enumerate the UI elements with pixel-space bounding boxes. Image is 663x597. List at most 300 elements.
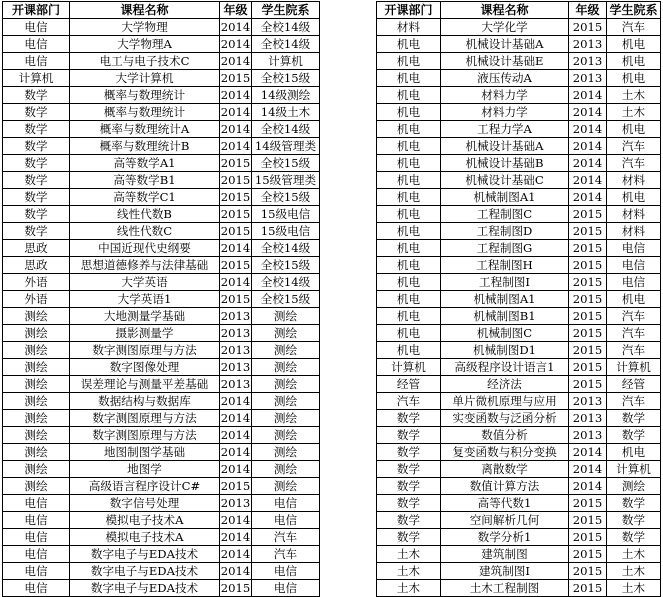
- cell-student-college: 测绘: [252, 308, 320, 325]
- cell-student-college: 汽车: [607, 393, 661, 410]
- table-row: [3, 376, 320, 393]
- table-row: [3, 563, 320, 580]
- cell-course-name: 建筑制图: [441, 546, 569, 563]
- cell-grade: 2013: [569, 70, 607, 87]
- cell-grade: 2015: [569, 546, 607, 563]
- cell-course-name: 概率与数理统计A: [70, 121, 220, 138]
- cell-student-college: 汽车: [252, 546, 320, 563]
- table-row: [377, 444, 661, 461]
- header-row: [377, 2, 661, 19]
- cell-grade: 2014: [569, 172, 607, 189]
- cell-student-college: 15级电信: [252, 223, 320, 240]
- cell-department: 电信: [3, 19, 70, 36]
- cell-grade: 2014: [569, 138, 607, 155]
- cell-department: 测绘: [3, 342, 70, 359]
- cell-department: 数学: [3, 87, 70, 104]
- cell-student-college: 测绘: [607, 478, 661, 495]
- header-grade: 年级: [569, 2, 607, 19]
- cell-department: 计算机: [377, 359, 441, 376]
- cell-student-college: 测绘: [252, 410, 320, 427]
- cell-student-college: 土木: [607, 546, 661, 563]
- cell-department: 电信: [3, 580, 70, 597]
- table-row: [377, 53, 661, 70]
- header-course-name: 课程名称: [70, 2, 220, 19]
- cell-student-college: 汽车: [607, 308, 661, 325]
- cell-course-name: 机械制图A1: [441, 189, 569, 206]
- cell-student-college: 全校15级: [252, 257, 320, 274]
- table-row: [3, 172, 320, 189]
- cell-course-name: 经济法: [441, 376, 569, 393]
- cell-course-name: 空间解析几何: [441, 512, 569, 529]
- cell-student-college: 材料: [607, 172, 661, 189]
- cell-course-name: 数字测图原理与方法: [70, 410, 220, 427]
- table-row: [3, 512, 320, 529]
- cell-course-name: 建筑制图I: [441, 563, 569, 580]
- cell-department: 测绘: [3, 393, 70, 410]
- cell-student-college: 测绘: [252, 393, 320, 410]
- header-course-name: 课程名称: [441, 2, 569, 19]
- cell-department: 计算机: [3, 70, 70, 87]
- cell-student-college: 电信: [607, 257, 661, 274]
- cell-grade: 2014: [220, 105, 251, 119]
- cell-student-college: 14级土木: [252, 104, 320, 121]
- cell-course-name: 工程制图C: [441, 206, 569, 223]
- left-course-table: [2, 1, 320, 597]
- cell-department: 测绘: [3, 359, 70, 376]
- cell-course-name: 大学物理A: [70, 36, 220, 53]
- table-row: [3, 308, 320, 325]
- cell-grade: 2014: [220, 411, 251, 425]
- cell-course-name: 大学英语1: [70, 291, 220, 308]
- table-row: [3, 121, 320, 138]
- cell-student-college: 数学: [607, 410, 661, 427]
- cell-grade: 2015: [569, 580, 607, 597]
- cell-course-name: 高级语言程序设计C#: [70, 478, 220, 495]
- header-row: [3, 2, 320, 19]
- cell-grade: 2013: [569, 410, 607, 427]
- cell-course-name: 机械设计基础A: [441, 36, 569, 53]
- cell-department: 数学: [3, 172, 70, 189]
- cell-student-college: 机电: [607, 53, 661, 70]
- cell-department: 测绘: [3, 410, 70, 427]
- cell-department: 数学: [3, 121, 70, 138]
- table-row: [377, 308, 661, 325]
- cell-department: 汽车: [377, 393, 441, 410]
- cell-course-name: 离散数学: [441, 461, 569, 478]
- cell-grade: 2015: [569, 376, 607, 393]
- cell-student-college: 机电: [607, 70, 661, 87]
- cell-department: 电信: [3, 529, 70, 546]
- cell-student-college: 机电: [607, 189, 661, 206]
- cell-course-name: 大学计算机: [70, 70, 220, 87]
- table-row: [3, 580, 320, 597]
- cell-department: 思政: [3, 257, 70, 274]
- table-row: [3, 104, 320, 121]
- cell-grade: 2013: [220, 343, 251, 357]
- cell-grade: 2013: [569, 393, 607, 410]
- cell-grade: 2015: [569, 19, 607, 36]
- cell-student-college: 汽车: [607, 138, 661, 155]
- cell-grade: 2014: [220, 20, 251, 34]
- table-row: [377, 376, 661, 393]
- cell-student-college: 测绘: [252, 478, 320, 495]
- header-grade: 年级: [220, 2, 252, 19]
- cell-course-name: 电工与电子技术C: [70, 53, 220, 70]
- table-row: [377, 19, 661, 36]
- cell-student-college: 汽车: [252, 529, 320, 546]
- cell-course-name: 高级程序设计语言1: [441, 359, 569, 376]
- table-row: [377, 427, 661, 444]
- table-row: [377, 393, 661, 410]
- cell-student-college: 汽车: [607, 19, 661, 36]
- cell-grade: 2015: [569, 308, 607, 325]
- cell-grade: 2015: [569, 223, 607, 240]
- cell-department: 机电: [377, 308, 441, 325]
- cell-department: 电信: [3, 512, 70, 529]
- table-row: [377, 206, 661, 223]
- cell-student-college: 全校15级: [252, 189, 320, 206]
- cell-course-name: 工程制图G: [441, 240, 569, 257]
- table-row: [3, 529, 320, 546]
- cell-department: 测绘: [3, 308, 70, 325]
- cell-student-college: 汽车: [607, 342, 661, 359]
- table-row: [3, 206, 320, 223]
- cell-grade: 2014: [569, 155, 607, 172]
- cell-course-name: 机械制图C: [441, 325, 569, 342]
- cell-department: 机电: [377, 53, 441, 70]
- right-table-body: [377, 19, 661, 597]
- cell-course-name: 思想道德修养与法律基础: [70, 257, 220, 274]
- table-row: [3, 138, 320, 155]
- cell-department: 数学: [377, 478, 441, 495]
- cell-department: 机电: [377, 223, 441, 240]
- cell-student-college: 电信: [252, 563, 320, 580]
- cell-grade: 2014: [220, 428, 251, 442]
- cell-department: 数学: [377, 444, 441, 461]
- cell-student-college: 全校14级: [252, 36, 320, 53]
- cell-department: 外语: [3, 291, 70, 308]
- cell-grade: 2015: [569, 325, 607, 342]
- cell-grade: 2014: [220, 530, 251, 544]
- cell-department: 电信: [3, 563, 70, 580]
- cell-course-name: 中国近现代史纲要: [70, 240, 220, 257]
- table-row: [377, 172, 661, 189]
- cell-department: 机电: [377, 121, 441, 138]
- cell-department: 机电: [377, 206, 441, 223]
- cell-department: 机电: [377, 274, 441, 291]
- cell-course-name: 机械设计基础C: [441, 172, 569, 189]
- cell-course-name: 大学英语: [70, 274, 220, 291]
- cell-course-name: 工程制图D: [441, 223, 569, 240]
- table-row: [377, 529, 661, 546]
- table-row: [3, 291, 320, 308]
- table-row: [377, 223, 661, 240]
- cell-department: 测绘: [3, 325, 70, 342]
- cell-course-name: 数学分析1: [441, 529, 569, 546]
- table-row: [377, 155, 661, 172]
- cell-department: 数学: [3, 155, 70, 172]
- cell-student-college: 全校14级: [252, 274, 320, 291]
- cell-course-name: 机械设计基础A: [441, 138, 569, 155]
- cell-student-college: 材料: [607, 223, 661, 240]
- cell-department: 思政: [3, 240, 70, 257]
- cell-grade: 2014: [569, 87, 607, 104]
- cell-department: 机电: [377, 155, 441, 172]
- right-course-table: [376, 1, 661, 597]
- cell-department: 数学: [377, 461, 441, 478]
- cell-grade: 2014: [220, 564, 251, 578]
- cell-department: 电信: [3, 546, 70, 563]
- cell-course-name: 大学物理: [70, 19, 220, 36]
- cell-course-name: 工程制图I: [441, 274, 569, 291]
- table-row: [377, 461, 661, 478]
- cell-department: 机电: [377, 325, 441, 342]
- cell-course-name: 数字信号处理: [70, 495, 220, 512]
- cell-student-college: 机电: [607, 36, 661, 53]
- cell-course-name: 高等数学C1: [70, 189, 220, 206]
- table-row: [377, 87, 661, 104]
- table-row: [3, 444, 320, 461]
- cell-course-name: 概率与数理统计: [70, 104, 220, 121]
- cell-department: 土木: [377, 563, 441, 580]
- table-row: [377, 70, 661, 87]
- table-row: [3, 461, 320, 478]
- cell-department: 测绘: [3, 427, 70, 444]
- table-row: [377, 274, 661, 291]
- cell-course-name: 大地测量学基础: [70, 308, 220, 325]
- cell-department: 机电: [377, 342, 441, 359]
- cell-student-college: 数学: [607, 512, 661, 529]
- cell-course-name: 材料力学: [441, 87, 569, 104]
- table-row: [3, 257, 320, 274]
- cell-course-name: 液压传动A: [441, 70, 569, 87]
- cell-student-college: 测绘: [252, 376, 320, 393]
- cell-student-college: 15级电信: [252, 206, 320, 223]
- cell-student-college: 数学: [607, 427, 661, 444]
- table-row: [377, 257, 661, 274]
- table-row: [3, 36, 320, 53]
- table-row: [3, 410, 320, 427]
- table-row: [3, 70, 320, 87]
- table-row: [3, 427, 320, 444]
- cell-student-college: 材料: [607, 206, 661, 223]
- table-row: [377, 240, 661, 257]
- cell-course-name: 地图学: [70, 461, 220, 478]
- cell-department: 机电: [377, 257, 441, 274]
- cell-grade: 2015: [569, 342, 607, 359]
- cell-course-name: 地图制图学基础: [70, 444, 220, 461]
- cell-grade: 2014: [220, 462, 251, 476]
- cell-student-college: 电信: [252, 495, 320, 512]
- cell-course-name: 数字测图原理与方法: [70, 427, 220, 444]
- cell-grade: 2014: [220, 241, 251, 255]
- cell-student-college: 14级测绘: [252, 87, 320, 104]
- left-table-body: [3, 19, 320, 597]
- table-row: [377, 325, 661, 342]
- table-row: [3, 359, 320, 376]
- table-row: [377, 359, 661, 376]
- cell-grade: 2015: [569, 529, 607, 546]
- table-row: [377, 546, 661, 563]
- cell-student-college: 全校15级: [252, 155, 320, 172]
- cell-department: 数学: [3, 189, 70, 206]
- cell-department: 数学: [3, 104, 70, 121]
- cell-grade: 2015: [569, 274, 607, 291]
- cell-student-college: 测绘: [252, 444, 320, 461]
- cell-grade: 2014: [220, 547, 251, 561]
- cell-department: 数学: [377, 512, 441, 529]
- cell-course-name: 机械制图A1: [441, 291, 569, 308]
- cell-student-college: 测绘: [252, 342, 320, 359]
- cell-student-college: 机电: [607, 121, 661, 138]
- cell-grade: 2014: [569, 121, 607, 138]
- cell-course-name: 概率与数理统计: [70, 87, 220, 104]
- cell-grade: 2014: [569, 104, 607, 121]
- cell-department: 电信: [3, 53, 70, 70]
- cell-student-college: 电信: [607, 274, 661, 291]
- cell-student-college: 测绘: [252, 427, 320, 444]
- cell-grade: 2013: [220, 326, 251, 340]
- cell-grade: 2014: [220, 54, 251, 68]
- cell-grade: 2013: [220, 377, 251, 391]
- table-row: [377, 478, 661, 495]
- table-row: [3, 53, 320, 70]
- cell-course-name: 机械设计基础B: [441, 155, 569, 172]
- cell-department: 数学: [3, 138, 70, 155]
- cell-grade: 2014: [220, 275, 251, 289]
- table-row: [3, 87, 320, 104]
- cell-course-name: 机械设计基础E: [441, 53, 569, 70]
- cell-grade: 2014: [220, 513, 251, 527]
- cell-grade: 2015: [569, 512, 607, 529]
- header-student-college: 学生院系: [252, 2, 320, 19]
- cell-student-college: 计算机: [607, 359, 661, 376]
- cell-department: 电信: [3, 495, 70, 512]
- cell-course-name: 数字电子与EDA技术: [70, 546, 220, 563]
- cell-student-college: 汽车: [607, 325, 661, 342]
- cell-grade: 2015: [569, 291, 607, 308]
- table-row: [3, 223, 320, 240]
- cell-course-name: 数字电子与EDA技术: [70, 563, 220, 580]
- cell-student-college: 计算机: [607, 461, 661, 478]
- cell-student-college: 全校15级: [252, 70, 320, 87]
- cell-grade: 2014: [220, 394, 251, 408]
- table-row: [377, 189, 661, 206]
- cell-department: 外语: [3, 274, 70, 291]
- cell-department: 机电: [377, 36, 441, 53]
- cell-student-college: 土木: [607, 87, 661, 104]
- cell-department: 土木: [377, 580, 441, 597]
- cell-grade: 2015: [220, 71, 251, 85]
- table-row: [377, 121, 661, 138]
- cell-grade: 2015: [220, 479, 251, 493]
- cell-grade: 2014: [220, 139, 251, 153]
- cell-department: 测绘: [3, 376, 70, 393]
- cell-department: 机电: [377, 291, 441, 308]
- cell-grade: 2014: [569, 189, 607, 206]
- table-row: [377, 512, 661, 529]
- table-row: [3, 189, 320, 206]
- cell-grade: 2015: [220, 292, 251, 306]
- cell-student-college: 全校14级: [252, 240, 320, 257]
- cell-department: 测绘: [3, 461, 70, 478]
- cell-grade: 2015: [569, 495, 607, 512]
- cell-department: 数学: [377, 529, 441, 546]
- cell-grade: 2013: [220, 360, 251, 374]
- cell-grade: 2013: [569, 53, 607, 70]
- cell-course-name: 线性代数C: [70, 223, 220, 240]
- cell-student-college: 土木: [607, 563, 661, 580]
- cell-department: 数学: [377, 410, 441, 427]
- cell-course-name: 高等数学B1: [70, 172, 220, 189]
- cell-student-college: 全校15级: [252, 291, 320, 308]
- cell-grade: 2014: [220, 122, 251, 136]
- cell-student-college: 全校14级: [252, 121, 320, 138]
- header-department: 开课部门: [377, 2, 441, 19]
- cell-course-name: 机械制图D1: [441, 342, 569, 359]
- table-row: [377, 36, 661, 53]
- cell-course-name: 高等代数1: [441, 495, 569, 512]
- cell-course-name: 误差理论与测量平差基础: [70, 376, 220, 393]
- cell-grade: 2015: [220, 258, 251, 272]
- table-row: [3, 274, 320, 291]
- cell-student-college: 测绘: [252, 325, 320, 342]
- cell-grade: 2014: [569, 444, 607, 461]
- table-row: [377, 104, 661, 121]
- cell-student-college: 测绘: [252, 359, 320, 376]
- table-row: [3, 240, 320, 257]
- table-row: [377, 342, 661, 359]
- cell-course-name: 土木工程制图: [441, 580, 569, 597]
- cell-course-name: 材料力学: [441, 104, 569, 121]
- cell-course-name: 机械制图B1: [441, 308, 569, 325]
- cell-course-name: 数据结构与数据库: [70, 393, 220, 410]
- cell-grade: 2015: [220, 190, 251, 204]
- cell-student-college: 全校14级: [252, 19, 320, 36]
- cell-grade: 2013: [569, 36, 607, 53]
- cell-student-college: 数学: [607, 529, 661, 546]
- table-row: [3, 325, 320, 342]
- table-row: [377, 410, 661, 427]
- cell-student-college: 土木: [607, 104, 661, 121]
- cell-department: 机电: [377, 70, 441, 87]
- table-row: [3, 342, 320, 359]
- cell-course-name: 工程力学A: [441, 121, 569, 138]
- cell-student-college: 机电: [607, 291, 661, 308]
- cell-department: 材料: [377, 19, 441, 36]
- cell-grade: 2014: [220, 37, 251, 51]
- cell-student-college: 14级管理类: [252, 138, 320, 155]
- cell-student-college: 测绘: [252, 461, 320, 478]
- header-student-college: 学生院系: [607, 2, 661, 19]
- cell-student-college: 15级管理类: [252, 172, 320, 189]
- cell-course-name: 数值分析: [441, 427, 569, 444]
- cell-course-name: 大学化学: [441, 19, 569, 36]
- cell-grade: 2015: [569, 359, 607, 376]
- table-row: [3, 393, 320, 410]
- cell-grade: 2015: [220, 581, 251, 595]
- table-row: [377, 138, 661, 155]
- cell-student-college: 计算机: [252, 53, 320, 70]
- cell-department: 机电: [377, 172, 441, 189]
- cell-grade: 2015: [220, 207, 251, 221]
- table-row: [3, 495, 320, 512]
- table-row: [3, 478, 320, 495]
- cell-department: 机电: [377, 189, 441, 206]
- cell-department: 经管: [377, 376, 441, 393]
- table-row: [377, 291, 661, 308]
- cell-grade: 2015: [569, 563, 607, 580]
